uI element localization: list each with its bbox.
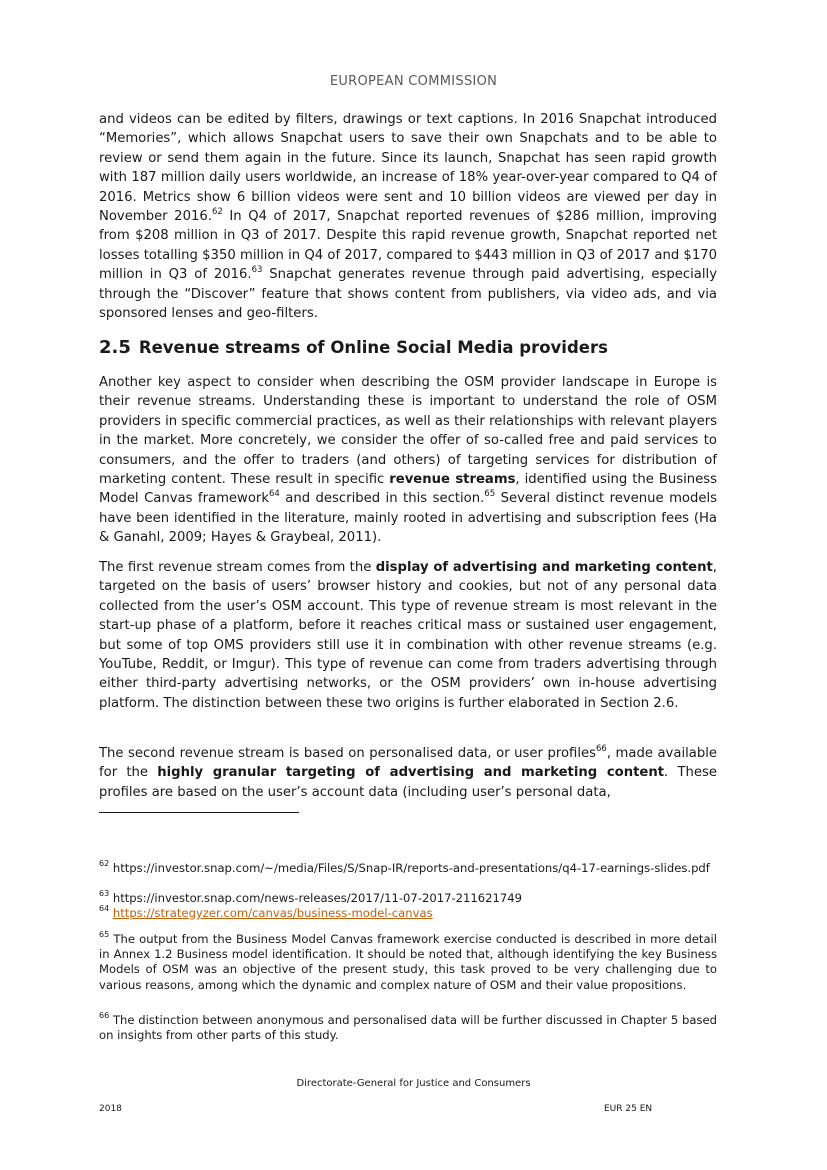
footnote-ref-63[interactable]: 63	[251, 264, 263, 275]
page-header: EUROPEAN COMMISSION	[329, 74, 498, 89]
footnote-64: $^{64}$ https://strategyzer.com/canvas/business-model-canvas	[99, 904, 433, 920]
footnote-ref-64[interactable]: 64	[268, 489, 280, 500]
section-title: Revenue streams of Online Social Media providers	[138, 338, 608, 357]
paragraph-snapchat: and videos can be edited by filters, drawings or text captions. In 2016 Snapchat introduced “Memories”, which allows Snapchat users to save their own Snapchats and to be able to review or send them again in the future. Since its launch, Snapchat has seen rapid growth with 187 million daily users worldwide, an increase of 18% year-over-year compared to Q4 of 2016. Metrics show 6 billion videos were sent and 10 billion videos are viewed per day in November 2016.62 In Q4 of 2017, Snapchat reported revenues of $286 million, improving from $208 million in Q3 of 2017. Despite this rapid revenue growth, Snapchat reported net losses totalling $350 million in Q4 of 2017, compared to $443 million in Q3 of 2017 and $170 million in Q3 of 2016.63 Snapchat generates revenue through paid advertising, especially through the “Discover” feature that shows content from publishers, via video ads, and via sponsored lenses and geo-filters.	[99, 112, 717, 322]
footnote-ref-62[interactable]: 62	[211, 206, 223, 217]
footer-page-number: EUR 25 EN	[604, 1104, 653, 1114]
paragraph-first-stream: The first revenue stream comes from the display of advertising and marketing content, targeted on the basis of users’ browser history and cookies, but not of any personal data collected from the user’s OSM account. This type of revenue stream is most relevant in the start-up phase of a platform, before it reaches critical mass or sustained user engagement, but some of top OMS providers still use it in combination with other revenue streams (e.g. YouTube, Reddit, or Imgur). This type of revenue can come from traders advertising through either third-party advertising networks, or the OSM providers’ own in-house advertising platform. The distinction between these two origins is further elaborated in Section 2.6.	[99, 560, 717, 711]
business-model-canvas-link[interactable]: https://strategyzer.com/canvas/business-model-canvas	[112, 906, 433, 920]
footnote-ref-65[interactable]: 65	[484, 489, 496, 500]
paragraph-second-stream: The second revenue stream is based on personalised data, or user profiles$^{66}$, made available for the highly granular targeting of advertising and marketing content. These profiles are based on the user’s account data (including user’s personal data,	[99, 743, 717, 800]
footer-department: Directorate-General for Justice and Consumers	[296, 1078, 531, 1089]
footnote-65: $^{65}$ The output from the Business Model Canvas framework exercise conducted is described in more detail in Annex 1.2 Business model identification. It should be noted that, although identifying the key Business Models of OSM was an objective of the present study, this task proved to be very challenging due to various reasons, among which the dynamic and complex nature of OSM and their value propositions.	[99, 930, 717, 992]
footer-year: 2018	[99, 1104, 122, 1114]
footnote-divider	[99, 812, 299, 813]
footnote-62: $^{62}$ https://investor.snap.com/~/media/Files/S/Snap-IR/reports-and-presentations/q4-17-earnings-slides.pdf	[99, 859, 710, 875]
section-heading	[99, 337, 608, 358]
footnote-66: $^{66}$ The distinction between anonymous and personalised data will be further discussed in Chapter 5 based on insights from other parts of this study.	[99, 1011, 717, 1043]
footnote-63: $^{63}$ https://investor.snap.com/news-releases/2017/11-07-2017-211621749	[99, 889, 523, 905]
footnote-ref-66[interactable]: 66	[595, 743, 607, 754]
section-number: 2.5	[99, 337, 131, 358]
paragraph-revenue-intro: Another key aspect to consider when describing the OSM provider landscape in Europe is their revenue streams. Understanding these is important to understand the role of OSM providers in specific commercial practices, as well as their relationships with relevant players in the market. More concretely, we consider the offer of so-called free and paid services to consumers, and the offer to traders (and others) of targeting services for distribution of marketing content. These result in specific revenue streams, identified using the Business Model Canvas framework$^{64}$ and described in this section.$^{65}$ Several distinct revenue models have been identified in the literature, mainly rooted in advertising and subscription fees (Ha & Ganahl, 2009; Hayes & Graybeal, 2011).	[99, 375, 717, 546]
